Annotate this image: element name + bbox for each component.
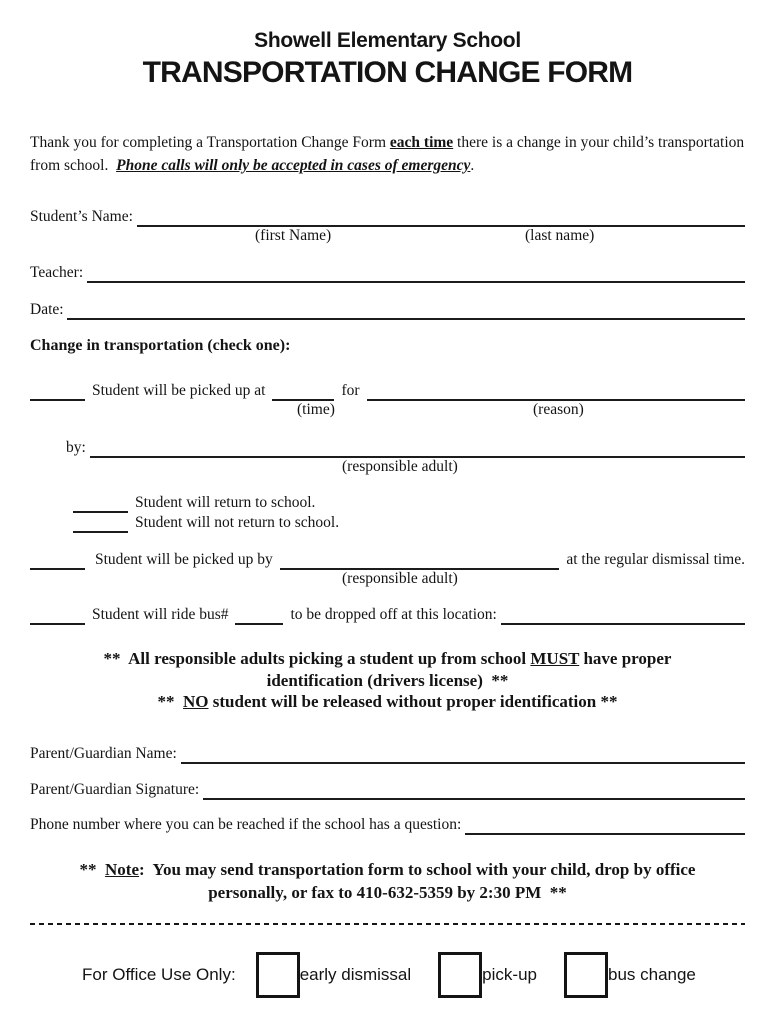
- time-hint: (time): [297, 401, 335, 418]
- pickup-time-line[interactable]: [272, 381, 334, 401]
- by-label: by:: [66, 439, 90, 456]
- date-row: [30, 300, 745, 320]
- responsible-adult-hint-2: (responsible adult): [342, 570, 458, 587]
- intro-phone-calls: Phone calls will only be accepted in cases of emergency: [116, 157, 471, 174]
- intro-each-time: each time: [389, 134, 454, 151]
- pickup-at-check-line[interactable]: [30, 381, 85, 401]
- first-name-hint: (first Name): [255, 227, 332, 244]
- notice-line1-post: have proper: [579, 649, 672, 668]
- school-name: Showell Elementary School: [254, 29, 521, 52]
- office-option-bus-change: [564, 952, 696, 998]
- teacher-label: Teacher:: [30, 264, 87, 281]
- note-word: Note: [105, 859, 140, 879]
- pickup-at-row: [30, 381, 745, 401]
- pickup-by-hints: [30, 570, 745, 589]
- intro-paragraph: [30, 131, 749, 177]
- will-return-check-line[interactable]: [73, 493, 128, 513]
- office-option-early-dismissal: [256, 952, 411, 998]
- id-notice: [30, 648, 745, 713]
- early-dismissal-label: early dismissal: [299, 964, 412, 984]
- notice-line3-post: student will be released without proper identification **: [208, 692, 618, 711]
- office-use-label: For Office Use Only:: [82, 964, 236, 984]
- bus-change-checkbox[interactable]: [564, 952, 608, 998]
- reason-hint: (reason): [533, 401, 584, 418]
- student-name-label: Student’s Name:: [30, 208, 137, 225]
- bus-number-line[interactable]: [235, 605, 283, 625]
- bus-text-2: to be dropped off at this location:: [290, 606, 501, 623]
- note-pre: **: [79, 859, 106, 879]
- pickup-by-row: [30, 550, 745, 570]
- will-not-return-row: [73, 513, 745, 533]
- bus-check-line[interactable]: [30, 605, 85, 625]
- parent-signature-line[interactable]: [203, 780, 745, 800]
- pickup-at-text: Student will be picked up at: [92, 382, 266, 399]
- fax-note: [30, 858, 745, 904]
- responsible-adult-line[interactable]: [90, 438, 745, 458]
- office-option-pick-up: [438, 952, 537, 998]
- note-line2: personally, or fax to 410-632-5359 by 2:30 PM **: [208, 882, 567, 902]
- intro-text-3: .: [470, 157, 475, 174]
- form-header: [30, 28, 745, 92]
- date-label: Date:: [30, 301, 68, 318]
- pickup-by-text: Student will be picked up by: [95, 551, 273, 568]
- phone-label: Phone number where you can be reached if the school has a question:: [30, 815, 466, 833]
- date-line[interactable]: [67, 300, 745, 320]
- phone-row: [30, 815, 745, 835]
- intro-text-1: Thank you for completing a Transportation Change Form: [30, 134, 390, 151]
- by-hints: [30, 458, 745, 477]
- phone-line[interactable]: [465, 815, 745, 835]
- last-name-hint: (last name): [525, 227, 595, 244]
- parent-signature-row: [30, 780, 745, 800]
- pickup-by-adult-line[interactable]: [280, 550, 560, 570]
- intro-text-2: there is a change in your child’s transportation from school.: [30, 134, 749, 174]
- student-name-hints: [30, 227, 745, 246]
- cut-line-divider: [30, 923, 745, 925]
- pickup-reason-line[interactable]: [367, 381, 745, 401]
- pickup-by-dismissal-text: at the regular dismissal time.: [566, 551, 745, 568]
- bus-change-label: bus change: [607, 964, 696, 984]
- pickup-at-hints: [30, 401, 745, 420]
- by-row: [66, 438, 745, 458]
- notice-line1-pre: ** All responsible adults picking a student up from school: [103, 649, 531, 668]
- change-section-heading: Change in transportation (check one):: [30, 337, 291, 354]
- pickup-for-text: for: [341, 382, 360, 399]
- bus-location-line[interactable]: [501, 605, 745, 625]
- parent-name-row: [30, 744, 745, 764]
- notice-line3-pre: **: [157, 692, 184, 711]
- pick-up-label: pick-up: [482, 964, 537, 984]
- will-not-return-text: Student will not return to school.: [135, 514, 340, 531]
- student-name-line[interactable]: [137, 207, 745, 227]
- pickup-by-check-line[interactable]: [30, 550, 85, 570]
- will-return-row: [73, 493, 745, 513]
- student-name-row: [30, 207, 745, 227]
- parent-name-line[interactable]: [181, 744, 745, 764]
- early-dismissal-checkbox[interactable]: [256, 952, 300, 998]
- will-not-return-check-line[interactable]: [73, 513, 128, 533]
- page-title: TRANSPORTATION CHANGE FORM: [142, 56, 633, 89]
- will-return-text: Student will return to school.: [135, 494, 316, 511]
- notice-line2: identification (drivers license) **: [266, 670, 509, 690]
- notice-must: MUST: [530, 649, 580, 668]
- pick-up-checkbox[interactable]: [438, 952, 482, 998]
- notice-no: NO: [183, 692, 209, 711]
- bus-text-1: Student will ride bus#: [92, 606, 229, 623]
- note-mid: : You may send transportation form to school with your child, drop by office: [139, 859, 696, 879]
- responsible-adult-hint: (responsible adult): [342, 458, 458, 475]
- office-use-row: [82, 952, 745, 998]
- parent-name-label: Parent/Guardian Name:: [30, 744, 181, 762]
- teacher-line[interactable]: [87, 263, 745, 283]
- teacher-row: [30, 263, 745, 283]
- parent-signature-label: Parent/Guardian Signature:: [30, 780, 204, 798]
- bus-row: [30, 605, 745, 625]
